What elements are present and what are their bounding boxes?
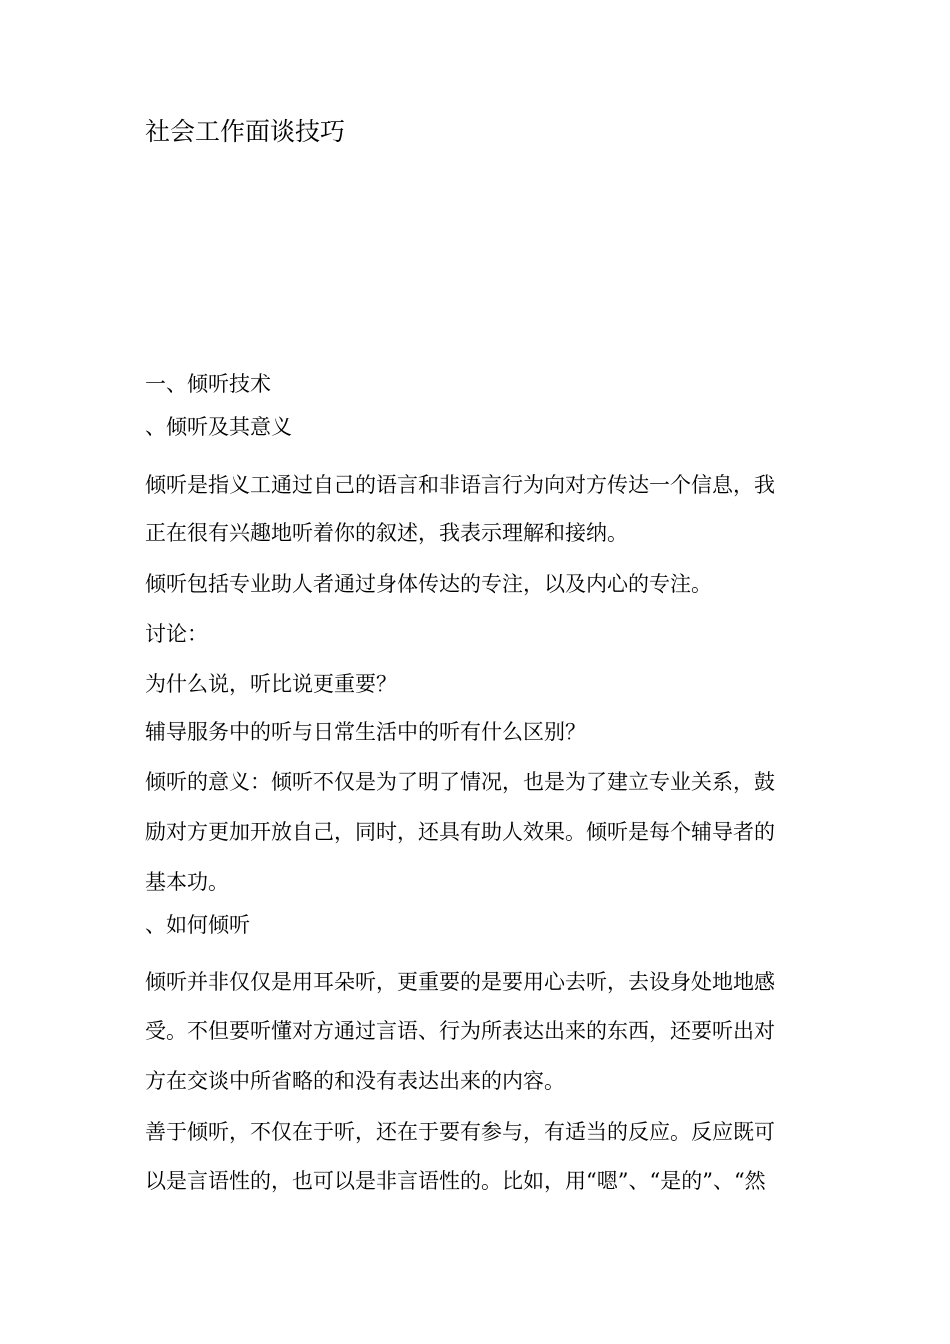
section-heading-listening-technique: 一、倾听技术 (145, 372, 271, 396)
paragraph-3-line-3: 基本功。 (145, 870, 229, 894)
document-title: 社会工作面谈技巧 (145, 117, 346, 146)
paragraph-5-line-1: 善于倾听，不仅在于听，还在于要有参与，有适当的反应。反应既可 (145, 1120, 775, 1144)
paragraph-1-line-1: 倾听是指义工通过自己的语言和非语言行为向对方传达一个信息，我 (145, 473, 775, 497)
paragraph-4-line-2: 受。不但要听懂对方通过言语、行为所表达出来的东西，还要听出对 (145, 1019, 775, 1043)
discussion-question-2: 辅导服务中的听与日常生活中的听有什么区别？ (145, 720, 586, 744)
paragraph-1-line-2: 正在很有兴趣地听着你的叙述，我表示理解和接纳。 (145, 521, 628, 545)
discussion-question-1: 为什么说，听比说更重要？ (145, 672, 397, 696)
discussion-label: 讨论： (145, 622, 208, 646)
paragraph-3-line-1: 倾听的意义：倾听不仅是为了明了情况，也是为了建立专业关系，鼓 (145, 770, 775, 794)
paragraph-4-line-3: 方在交谈中所省略的和没有表达出来的内容。 (145, 1069, 565, 1093)
subheading-listening-meaning: 、倾听及其意义 (145, 415, 292, 439)
paragraph-5-line-2: 以是言语性的，也可以是非言语性的。比如，用“嗯”、“是的”、“然 (145, 1169, 766, 1193)
paragraph-4-line-1: 倾听并非仅仅是用耳朵听，更重要的是要用心去听，去设身处地地感 (145, 970, 775, 994)
paragraph-3-line-2: 励对方更加开放自己，同时，还具有助人效果。倾听是每个辅导者的 (145, 820, 775, 844)
subheading-how-to-listen: 、如何倾听 (145, 913, 250, 937)
paragraph-2-line-1: 倾听包括专业助人者通过身体传达的专注，以及内心的专注。 (145, 572, 712, 596)
